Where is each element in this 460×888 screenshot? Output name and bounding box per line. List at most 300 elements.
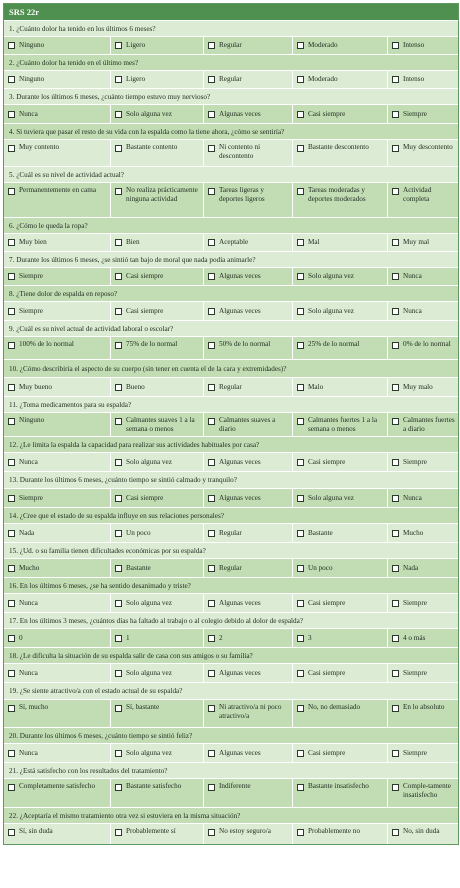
question-14-option-2[interactable] [110, 524, 203, 542]
checkbox-icon[interactable] [8, 635, 15, 642]
option-label: Siempre [403, 668, 427, 677]
option-label: Ninguno [19, 416, 45, 424]
option-label: 2 [219, 633, 223, 642]
question-16-option-4[interactable] [292, 594, 387, 612]
checkbox-icon[interactable] [297, 342, 304, 349]
checkbox-icon[interactable] [115, 530, 122, 537]
checkbox-icon[interactable] [115, 418, 122, 425]
checkbox-icon[interactable] [115, 76, 122, 83]
option-label: Casi siempre [308, 598, 346, 607]
checkbox-icon[interactable] [392, 670, 399, 677]
question-22-option-5[interactable] [387, 824, 458, 844]
checkbox-icon[interactable] [8, 308, 15, 315]
question-19-option-1[interactable] [4, 700, 110, 727]
checkbox-icon[interactable] [8, 670, 15, 677]
question-11-option-1[interactable] [4, 413, 110, 436]
checkbox-icon[interactable] [297, 239, 304, 246]
checkbox-icon[interactable] [8, 565, 15, 572]
option-label: Sí, mucho [19, 703, 49, 711]
question-17-option-1[interactable] [4, 629, 110, 647]
question-15-option-1[interactable] [4, 559, 110, 577]
checkbox-icon[interactable] [208, 273, 215, 280]
question-2-option-2[interactable] [110, 71, 203, 88]
option-label: Probablemente sí [126, 827, 176, 835]
checkbox-icon[interactable] [392, 145, 399, 152]
question-9-option-2[interactable] [110, 337, 203, 359]
checkbox-icon[interactable] [208, 635, 215, 642]
question-17-option-5[interactable] [387, 629, 458, 647]
question-10-option-1[interactable] [4, 378, 110, 396]
question-4-option-2[interactable] [110, 140, 203, 166]
checkbox-icon[interactable] [297, 829, 304, 836]
option-label: Nunca [19, 598, 38, 607]
question-22-option-4[interactable] [292, 824, 387, 844]
checkbox-icon[interactable] [208, 784, 215, 791]
question-22-options [4, 823, 458, 844]
question-12-option-3[interactable] [203, 453, 292, 471]
checkbox-icon[interactable] [115, 459, 122, 466]
question-11-option-3[interactable] [203, 413, 292, 436]
question-11-option-5[interactable] [387, 413, 458, 436]
option-label: No estoy seguro/a [219, 827, 271, 835]
question-21-option-1[interactable] [4, 779, 110, 807]
option-label: 1 [126, 633, 130, 642]
checkbox-icon[interactable] [8, 784, 15, 791]
question-19-option-5[interactable] [387, 700, 458, 727]
option-label: 100% de lo normal [19, 340, 74, 348]
question-7-option-2[interactable] [110, 268, 203, 285]
option-label: Ninguno [19, 75, 45, 84]
checkbox-icon[interactable] [115, 705, 122, 712]
checkbox-icon[interactable] [115, 42, 122, 49]
checkbox-icon[interactable] [297, 188, 304, 195]
checkbox-icon[interactable] [115, 384, 122, 391]
question-9-option-3[interactable] [203, 337, 292, 359]
question-1-option-4[interactable] [292, 37, 387, 54]
option-label: Regular [219, 528, 242, 537]
option-label: 0% de lo normal [403, 340, 451, 348]
checkbox-icon[interactable] [8, 418, 15, 425]
question-8-option-5[interactable] [387, 302, 458, 320]
question-20-option-1[interactable] [4, 744, 110, 762]
question-6-option-1[interactable] [4, 234, 110, 251]
question-13-option-4[interactable] [292, 489, 387, 507]
question-5-options [4, 182, 458, 217]
checkbox-icon[interactable] [392, 705, 399, 712]
question-21-text: 21. ¿Está satisfecho con los resultados del tratamiento? [4, 762, 458, 778]
checkbox-icon[interactable] [297, 565, 304, 572]
option-label: Moderado [308, 41, 338, 50]
option-label: Nunca [403, 272, 422, 281]
question-12-option-5[interactable] [387, 453, 458, 471]
checkbox-icon[interactable] [297, 308, 304, 315]
option-label: Solo alguna vez [126, 668, 172, 677]
question-3-option-2[interactable] [110, 105, 203, 123]
question-3-option-5[interactable] [387, 105, 458, 123]
checkbox-icon[interactable] [8, 829, 15, 836]
checkbox-icon[interactable] [115, 495, 122, 502]
question-21-option-5[interactable] [387, 779, 458, 807]
checkbox-icon[interactable] [115, 750, 122, 757]
option-label: Sí, sin duda [19, 827, 53, 835]
question-1-option-1[interactable] [4, 37, 110, 54]
checkbox-icon[interactable] [208, 600, 215, 607]
question-19-option-4[interactable] [292, 700, 387, 727]
checkbox-icon[interactable] [208, 188, 215, 195]
checkbox-icon[interactable] [208, 145, 215, 152]
question-21-option-2[interactable] [110, 779, 203, 807]
question-6-option-2[interactable] [110, 234, 203, 251]
question-3-option-4[interactable] [292, 105, 387, 123]
checkbox-icon[interactable] [297, 273, 304, 280]
checkbox-icon[interactable] [115, 145, 122, 152]
question-14-option-4[interactable] [292, 524, 387, 542]
checkbox-icon[interactable] [8, 145, 15, 152]
checkbox-icon[interactable] [392, 600, 399, 607]
checkbox-icon[interactable] [392, 384, 399, 391]
checkbox-icon[interactable] [297, 384, 304, 391]
question-14-text: 14. ¿Cree que el estado de su espalda influye en sus relaciones personales? [4, 507, 458, 523]
question-3-option-1[interactable] [4, 105, 110, 123]
checkbox-icon[interactable] [115, 342, 122, 349]
checkbox-icon[interactable] [208, 670, 215, 677]
checkbox-icon[interactable] [115, 829, 122, 836]
checkbox-icon[interactable] [115, 600, 122, 607]
checkbox-icon[interactable] [208, 565, 215, 572]
questionnaire-title: SRS 22r [4, 4, 458, 20]
checkbox-icon[interactable] [297, 418, 304, 425]
question-8-options [4, 301, 458, 320]
option-label: Moderado [308, 75, 338, 84]
question-10-option-5[interactable] [387, 378, 458, 396]
checkbox-icon[interactable] [392, 111, 399, 118]
option-label: Probablemente no [308, 827, 361, 835]
question-18-option-4[interactable] [292, 664, 387, 682]
question-2-option-4[interactable] [292, 71, 387, 88]
question-5-option-1[interactable] [4, 183, 110, 217]
question-14-option-1[interactable] [4, 524, 110, 542]
option-label: Muy contento [19, 143, 60, 151]
checkbox-icon[interactable] [115, 635, 122, 642]
question-20-option-3[interactable] [203, 744, 292, 762]
question-6-text: 6. ¿Cómo le queda la ropa? [4, 217, 458, 233]
checkbox-icon[interactable] [297, 145, 304, 152]
checkbox-icon[interactable] [297, 784, 304, 791]
question-6-option-4[interactable] [292, 234, 387, 251]
question-19-option-3[interactable] [203, 700, 292, 727]
option-label: Mucho [403, 528, 424, 537]
checkbox-icon[interactable] [8, 705, 15, 712]
checkbox-icon[interactable] [115, 111, 122, 118]
question-15-option-4[interactable] [292, 559, 387, 577]
checkbox-icon[interactable] [297, 111, 304, 118]
checkbox-icon[interactable] [208, 76, 215, 83]
checkbox-icon[interactable] [208, 530, 215, 537]
question-20-option-2[interactable] [110, 744, 203, 762]
question-18-option-5[interactable] [387, 664, 458, 682]
option-label: Bastante [308, 528, 333, 537]
question-16-options [4, 593, 458, 612]
question-14-option-5[interactable] [387, 524, 458, 542]
option-label: Sí, bastante [126, 703, 160, 711]
checkbox-icon[interactable] [392, 308, 399, 315]
checkbox-icon[interactable] [297, 750, 304, 757]
checkbox-icon[interactable] [392, 635, 399, 642]
checkbox-icon[interactable] [392, 239, 399, 246]
checkbox-icon[interactable] [392, 273, 399, 280]
checkbox-icon[interactable] [208, 384, 215, 391]
checkbox-icon[interactable] [208, 308, 215, 315]
checkbox-icon[interactable] [8, 273, 15, 280]
option-label: Algunas veces [219, 272, 261, 281]
option-label: Nada [19, 528, 35, 537]
option-label: En lo absoluto [403, 703, 445, 711]
option-label: Indiferente [219, 782, 251, 790]
question-5-option-5[interactable] [387, 183, 458, 217]
option-label: Intenso [403, 41, 425, 50]
option-label: Muy bien [19, 238, 47, 247]
question-2-option-1[interactable] [4, 71, 110, 88]
question-9-option-1[interactable] [4, 337, 110, 359]
question-14-options [4, 523, 458, 542]
checkbox-icon[interactable] [392, 829, 399, 836]
option-label: Casi siempre [308, 109, 346, 118]
question-20-option-5[interactable] [387, 744, 458, 762]
question-7-option-5[interactable] [387, 268, 458, 285]
option-label: Regular [219, 563, 242, 572]
question-20-options [4, 743, 458, 762]
checkbox-icon[interactable] [208, 111, 215, 118]
question-4-option-3[interactable] [203, 140, 292, 166]
checkbox-icon[interactable] [297, 635, 304, 642]
option-label: Calmantes fuertes 1 a la semana o menos [308, 416, 378, 433]
option-label: Siempre [403, 748, 427, 757]
checkbox-icon[interactable] [297, 76, 304, 83]
question-18-option-3[interactable] [203, 664, 292, 682]
question-1-options [4, 36, 458, 54]
option-label: Bastante insatisfecho [308, 782, 369, 790]
question-22-option-3[interactable] [203, 824, 292, 844]
option-label: Bueno [126, 382, 145, 391]
question-19-option-2[interactable] [110, 700, 203, 727]
checkbox-icon[interactable] [297, 42, 304, 49]
checkbox-icon[interactable] [392, 418, 399, 425]
question-18-option-2[interactable] [110, 664, 203, 682]
question-1-option-2[interactable] [110, 37, 203, 54]
checkbox-icon[interactable] [297, 530, 304, 537]
checkbox-icon[interactable] [392, 530, 399, 537]
checkbox-icon[interactable] [8, 530, 15, 537]
question-11-option-4[interactable] [292, 413, 387, 436]
question-1-option-3[interactable] [203, 37, 292, 54]
option-label: Siempre [19, 493, 43, 502]
option-label: Solo alguna vez [126, 598, 172, 607]
option-label: Nunca [19, 109, 38, 118]
checkbox-icon[interactable] [208, 829, 215, 836]
question-2-option-3[interactable] [203, 71, 292, 88]
option-label: 25% de lo normal [308, 340, 360, 348]
checkbox-icon[interactable] [208, 705, 215, 712]
checkbox-icon[interactable] [115, 273, 122, 280]
checkbox-icon[interactable] [8, 239, 15, 246]
question-15-option-3[interactable] [203, 559, 292, 577]
question-5-option-3[interactable] [203, 183, 292, 217]
question-21-option-3[interactable] [203, 779, 292, 807]
checkbox-icon[interactable] [115, 308, 122, 315]
question-4-option-1[interactable] [4, 140, 110, 166]
checkbox-icon[interactable] [297, 670, 304, 677]
question-16-option-3[interactable] [203, 594, 292, 612]
question-21-options [4, 778, 458, 807]
option-label: Calmantes fuertes a diario [403, 416, 455, 433]
question-4-option-4[interactable] [292, 140, 387, 166]
question-15-option-2[interactable] [110, 559, 203, 577]
checkbox-icon[interactable] [297, 600, 304, 607]
option-label: 50% de lo normal [219, 340, 271, 348]
checkbox-icon[interactable] [297, 495, 304, 502]
checkbox-icon[interactable] [8, 495, 15, 502]
option-label: Casi siempre [126, 493, 164, 502]
question-10-options [4, 377, 458, 396]
question-4-option-5[interactable] [387, 140, 458, 166]
question-15-option-5[interactable] [387, 559, 458, 577]
question-22-option-2[interactable] [110, 824, 203, 844]
checkbox-icon[interactable] [8, 384, 15, 391]
question-18-option-1[interactable] [4, 664, 110, 682]
question-7-option-4[interactable] [292, 268, 387, 285]
question-15-text: 15. ¿Ud. o su familia tienen dificultades económicas por su espalda? [4, 542, 458, 558]
question-11-option-2[interactable] [110, 413, 203, 436]
checkbox-icon[interactable] [208, 342, 215, 349]
question-12-option-2[interactable] [110, 453, 203, 471]
question-6-option-5[interactable] [387, 234, 458, 251]
option-label: 0 [19, 633, 23, 642]
question-13-option-3[interactable] [203, 489, 292, 507]
checkbox-icon[interactable] [208, 42, 215, 49]
option-label: Siempre [19, 272, 43, 281]
question-4-text: 4. Si tuviera que pasar el resto de su vida con la espalda como la tiene ahora, ¿cómo se sentiría? [4, 123, 458, 139]
checkbox-icon[interactable] [297, 705, 304, 712]
checkbox-icon[interactable] [115, 239, 122, 246]
question-20-option-4[interactable] [292, 744, 387, 762]
checkbox-icon[interactable] [208, 418, 215, 425]
question-17-option-2[interactable] [110, 629, 203, 647]
question-16-option-5[interactable] [387, 594, 458, 612]
question-14-option-3[interactable] [203, 524, 292, 542]
question-9-option-5[interactable] [387, 337, 458, 359]
question-16-text: 16. En los últimos 6 meses, ¿se ha sentido desanimado y triste? [4, 577, 458, 593]
checkbox-icon[interactable] [392, 750, 399, 757]
question-16-option-2[interactable] [110, 594, 203, 612]
checkbox-icon[interactable] [8, 600, 15, 607]
option-label: Ligero [126, 75, 146, 84]
option-label: Solo alguna vez [126, 457, 172, 466]
question-8-option-3[interactable] [203, 302, 292, 320]
option-label: Casi siempre [308, 668, 346, 677]
checkbox-icon[interactable] [392, 565, 399, 572]
checkbox-icon[interactable] [208, 239, 215, 246]
question-15-options [4, 558, 458, 577]
option-label: No, no demasiado [308, 703, 361, 711]
question-17-option-4[interactable] [292, 629, 387, 647]
checkbox-icon[interactable] [115, 670, 122, 677]
option-label: Siempre [19, 306, 43, 315]
question-20-text: 20. Durante los últimos 6 meses, ¿cuánto tiempo se sintió feliz? [4, 727, 458, 743]
checkbox-icon[interactable] [208, 459, 215, 466]
question-9-option-4[interactable] [292, 337, 387, 359]
question-13-option-2[interactable] [110, 489, 203, 507]
question-10-option-4[interactable] [292, 378, 387, 396]
checkbox-icon[interactable] [8, 42, 15, 49]
question-6-option-3[interactable] [203, 234, 292, 251]
checkbox-icon[interactable] [115, 188, 122, 195]
option-label: Casi siempre [308, 748, 346, 757]
question-16-option-1[interactable] [4, 594, 110, 612]
question-22-option-1[interactable] [4, 824, 110, 844]
checkbox-icon[interactable] [8, 76, 15, 83]
checkbox-icon[interactable] [8, 342, 15, 349]
checkbox-icon[interactable] [8, 188, 15, 195]
question-19-options [4, 699, 458, 727]
checkbox-icon[interactable] [392, 42, 399, 49]
checkbox-icon[interactable] [297, 459, 304, 466]
option-label: Casi siempre [126, 272, 164, 281]
option-label: Muy bueno [19, 382, 52, 391]
checkbox-icon[interactable] [8, 459, 15, 466]
question-12-option-1[interactable] [4, 453, 110, 471]
question-8-option-1[interactable] [4, 302, 110, 320]
question-8-option-4[interactable] [292, 302, 387, 320]
question-3-option-3[interactable] [203, 105, 292, 123]
option-label: Solo alguna vez [308, 493, 354, 502]
question-10-text: 10. ¿Cómo describiría el aspecto de su cuerpo (sin tener en cuenta el de la cara y extremidades)? [4, 359, 458, 377]
question-7-option-3[interactable] [203, 268, 292, 285]
question-10-option-3[interactable] [203, 378, 292, 396]
question-5-option-4[interactable] [292, 183, 387, 217]
checkbox-icon[interactable] [208, 495, 215, 502]
checkbox-icon[interactable] [115, 784, 122, 791]
checkbox-icon[interactable] [115, 565, 122, 572]
checkbox-icon[interactable] [392, 459, 399, 466]
checkbox-icon[interactable] [208, 750, 215, 757]
question-12-option-4[interactable] [292, 453, 387, 471]
question-1-option-5[interactable] [387, 37, 458, 54]
checkbox-icon[interactable] [392, 76, 399, 83]
checkbox-icon[interactable] [392, 495, 399, 502]
option-label: 4 o más [403, 633, 426, 642]
checkbox-icon[interactable] [8, 111, 15, 118]
question-8-option-2[interactable] [110, 302, 203, 320]
question-11-text: 11. ¿Toma medicamentos para su espalda? [4, 396, 458, 412]
checkbox-icon[interactable] [8, 750, 15, 757]
checkbox-icon[interactable] [392, 188, 399, 195]
question-13-option-5[interactable] [387, 489, 458, 507]
option-label: Siempre [403, 457, 427, 466]
question-2-option-5[interactable] [387, 71, 458, 88]
checkbox-icon[interactable] [392, 342, 399, 349]
question-7-option-1[interactable] [4, 268, 110, 285]
question-10-option-2[interactable] [110, 378, 203, 396]
question-5-option-2[interactable] [110, 183, 203, 217]
option-label: No realiza prácticamente ninguna actividad [126, 186, 198, 203]
option-label: Ligero [126, 41, 146, 50]
question-13-option-1[interactable] [4, 489, 110, 507]
option-label: Regular [219, 382, 242, 391]
question-3-options [4, 104, 458, 123]
checkbox-icon[interactable] [392, 784, 399, 791]
question-21-option-4[interactable] [292, 779, 387, 807]
question-17-option-3[interactable] [203, 629, 292, 647]
